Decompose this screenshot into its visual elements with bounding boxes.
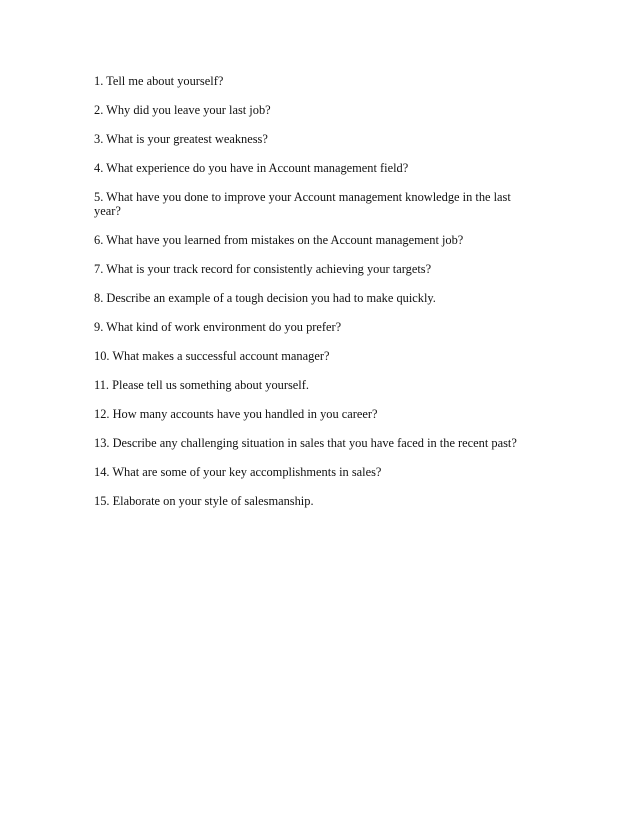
question-item: 6. What have you learned from mistakes on the Account management job? [94,233,464,247]
question-item: 12. How many accounts have you handled in you career? [94,407,378,421]
question-item: 2. Why did you leave your last job? [94,103,271,117]
question-item: 9. What kind of work environment do you prefer? [94,320,342,334]
question-item: 11. Please tell us something about yourself. [94,378,309,392]
question-list [94,74,534,523]
question-item: 4. What experience do you have in Account management field? [94,161,409,175]
question-item: 10. What makes a successful account manager? [94,349,330,363]
question-item: 5. What have you done to improve your Account management knowledge in the last year? [94,190,511,218]
question-item: 8. Describe an example of a tough decision you had to make quickly. [94,291,436,305]
question-item: 3. What is your greatest weakness? [94,132,268,146]
question-item: 14. What are some of your key accomplishments in sales? [94,465,382,479]
question-item: 1. Tell me about yourself? [94,74,224,88]
question-item: 15. Elaborate on your style of salesmanship. [94,494,314,508]
question-item: 13. Describe any challenging situation in sales that you have faced in the recent past? [94,436,517,450]
question-item: 7. What is your track record for consistently achieving your targets? [94,262,432,276]
